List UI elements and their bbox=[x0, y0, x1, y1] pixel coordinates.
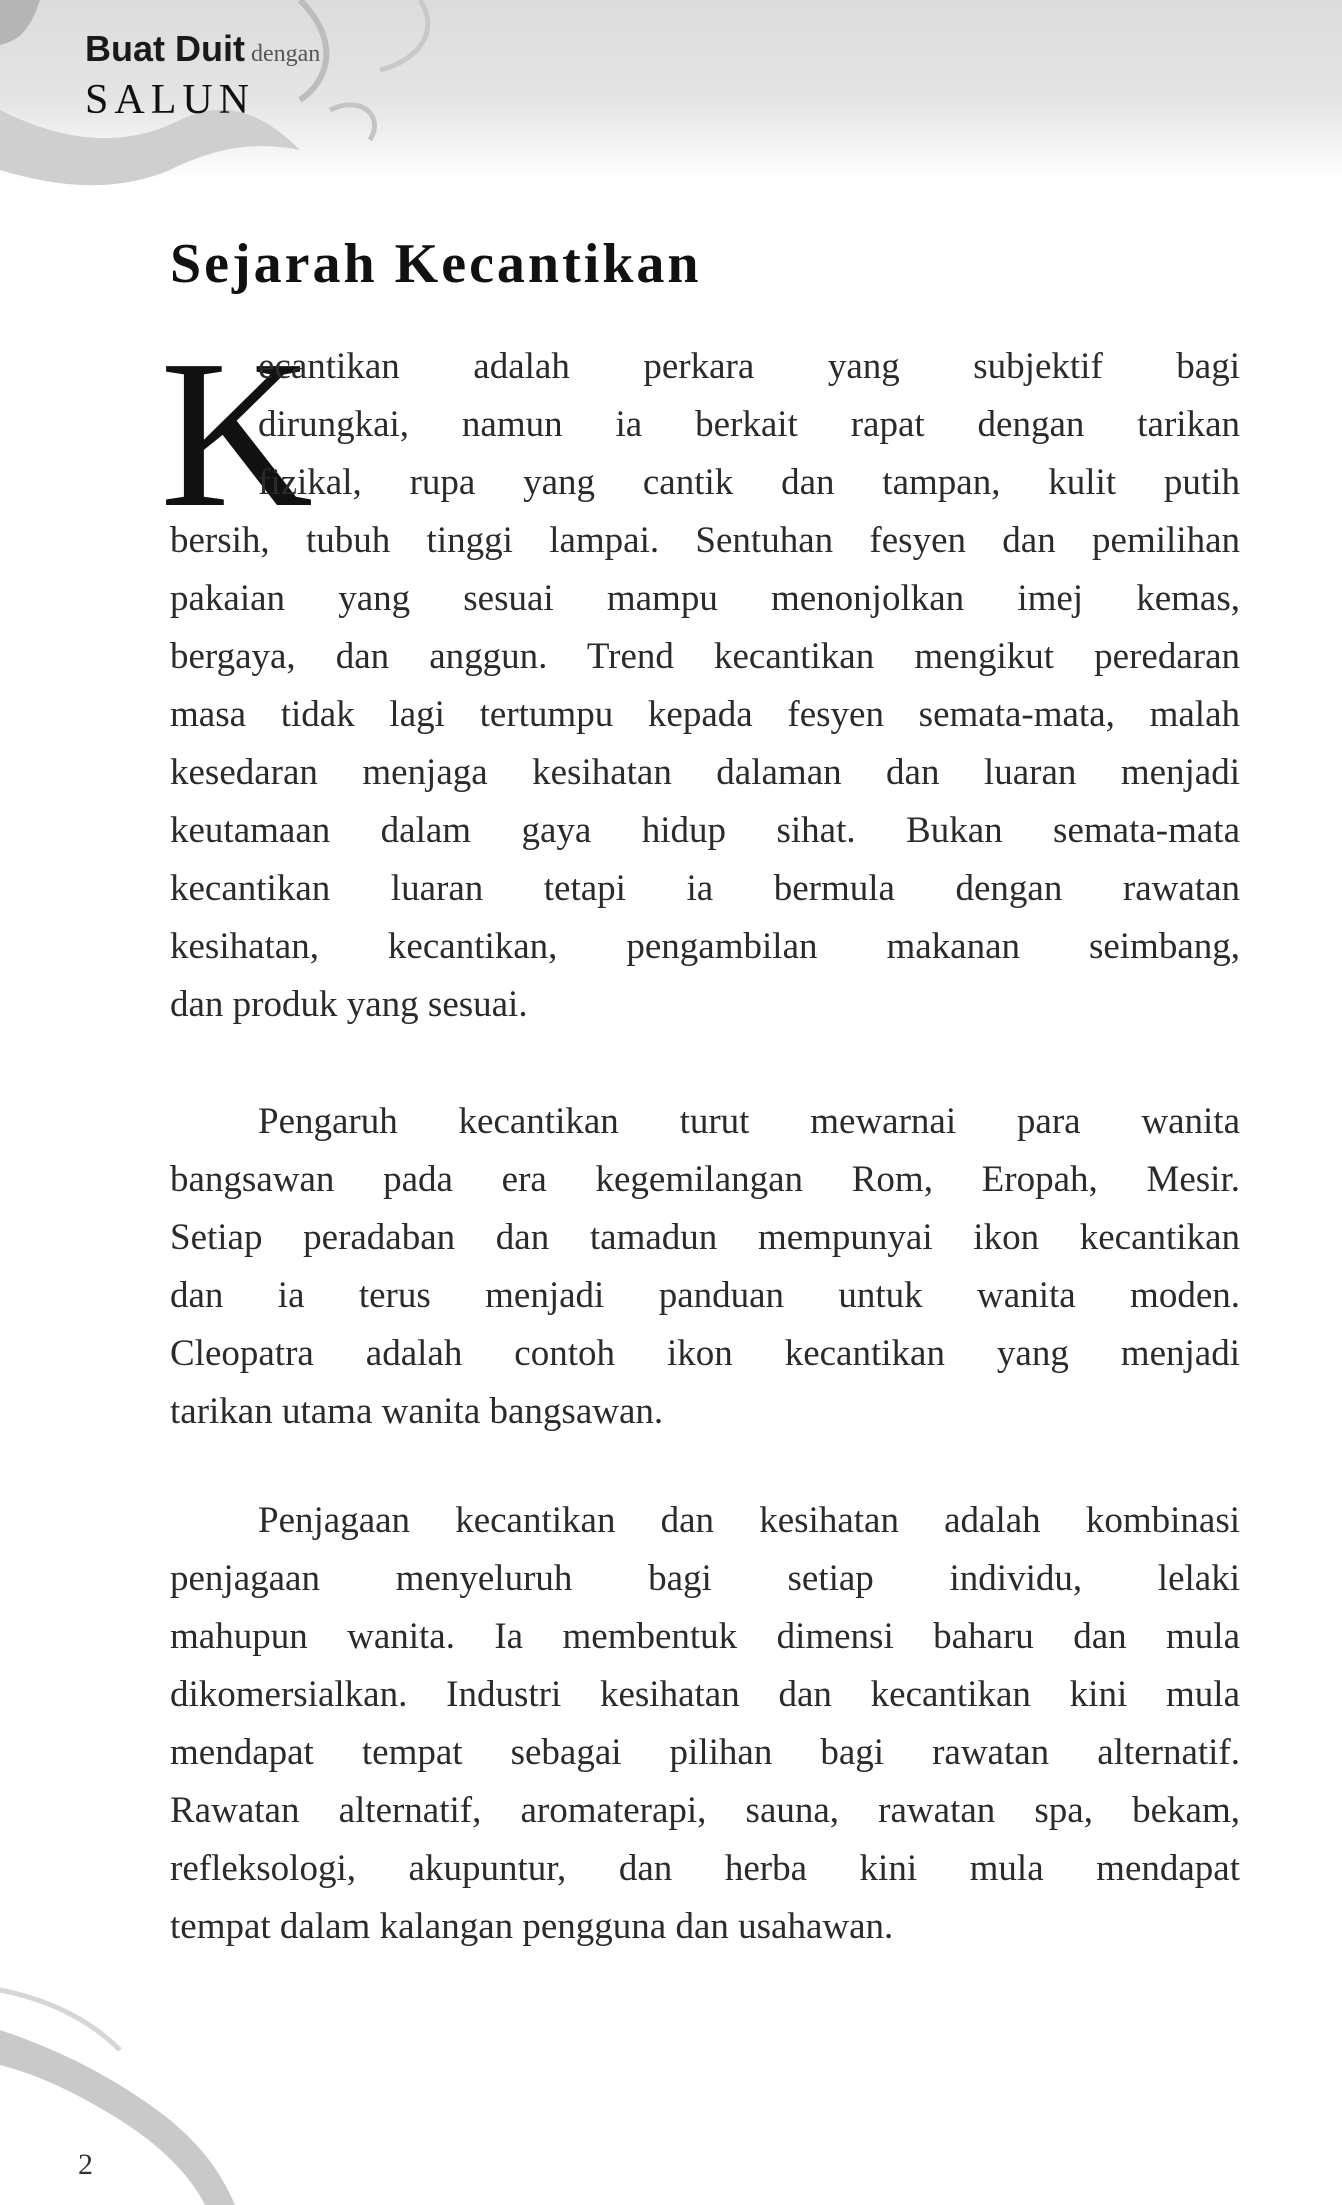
paragraph-1-line: bergaya, dan anggun. Trend kecantikan mengikut peredaran bbox=[170, 636, 1240, 677]
paragraph-2-line: Pengaruh kecantikan turut mewarnai para wanita bbox=[258, 1101, 1240, 1142]
paragraph-3-line: Penjagaan kecantikan dan kesihatan adalah kombinasi bbox=[258, 1500, 1240, 1541]
paragraph-3-line: mendapat tempat sebagai pilihan bagi rawatan alternatif. bbox=[170, 1732, 1240, 1773]
book-title-main: SALUN bbox=[85, 77, 256, 123]
paragraph-1-line: kesihatan, kecantikan, pengambilan makanan seimbang, bbox=[170, 926, 1240, 967]
book-title-strong: Buat Duit bbox=[85, 28, 245, 69]
paragraph-1-line: pakaian yang sesuai mampu menonjolkan imej kemas, bbox=[170, 578, 1240, 619]
paragraph-1-line: kesedaran menjaga kesihatan dalaman dan luaran menjadi bbox=[170, 752, 1240, 793]
book-title-top bbox=[85, 28, 320, 70]
paragraph-1-line: masa tidak lagi tertumpu kepada fesyen semata-mata, malah bbox=[170, 694, 1240, 735]
page-number: 2 bbox=[78, 2148, 93, 2181]
paragraph-2-line: Cleopatra adalah contoh ikon kecantikan yang menjadi bbox=[170, 1333, 1240, 1374]
paragraph-1-line: ecantikan adalah perkara yang subjektif bagi bbox=[258, 346, 1240, 387]
paragraph-1-line: bersih, tubuh tinggi lampai. Sentuhan fesyen dan pemilihan bbox=[170, 520, 1240, 561]
paragraph-2-line: bangsawan pada era kegemilangan Rom, Eropah, Mesir. bbox=[170, 1159, 1240, 1200]
book-title-small: dengan bbox=[250, 41, 321, 67]
paragraph-2-line: Setiap peradaban dan tamadun mempunyai ikon kecantikan bbox=[170, 1217, 1240, 1258]
paragraph-1-line: keutamaan dalam gaya hidup sihat. Bukan semata-mata bbox=[170, 810, 1240, 851]
paragraph-3-line: refleksologi, akupuntur, dan herba kini mula mendapat bbox=[170, 1848, 1240, 1889]
decorative-corner-swirl-icon bbox=[0, 1960, 260, 2205]
paragraph-2-line: dan ia terus menjadi panduan untuk wanita moden. bbox=[170, 1275, 1240, 1316]
paragraph-1-line: kecantikan luaran tetapi ia bermula dengan rawatan bbox=[170, 868, 1240, 909]
paragraph-3-line: penjagaan menyeluruh bagi setiap individu, lelaki bbox=[170, 1558, 1240, 1599]
paragraph-1-line: dirungkai, namun ia berkait rapat dengan tarikan bbox=[258, 404, 1240, 445]
paragraph-3-line: mahupun wanita. Ia membentuk dimensi baharu dan mula bbox=[170, 1616, 1240, 1657]
paragraph-3-line: Rawatan alternatif, aromaterapi, sauna, rawatan spa, bekam, bbox=[170, 1790, 1240, 1831]
section-heading: Sejarah Kecantikan bbox=[170, 233, 702, 295]
paragraph-1-line: dan produk yang sesuai. bbox=[170, 984, 528, 1025]
paragraph-1-line: fizikal, rupa yang cantik dan tampan, kulit putih bbox=[258, 462, 1240, 503]
paragraph-3-line: dikomersialkan. Industri kesihatan dan kecantikan kini mula bbox=[170, 1674, 1240, 1715]
drop-cap: K bbox=[160, 316, 314, 551]
paragraph-2-line: tarikan utama wanita bangsawan. bbox=[170, 1391, 664, 1432]
paragraph-3-line: tempat dalam kalangan pengguna dan usahawan. bbox=[170, 1906, 894, 1947]
